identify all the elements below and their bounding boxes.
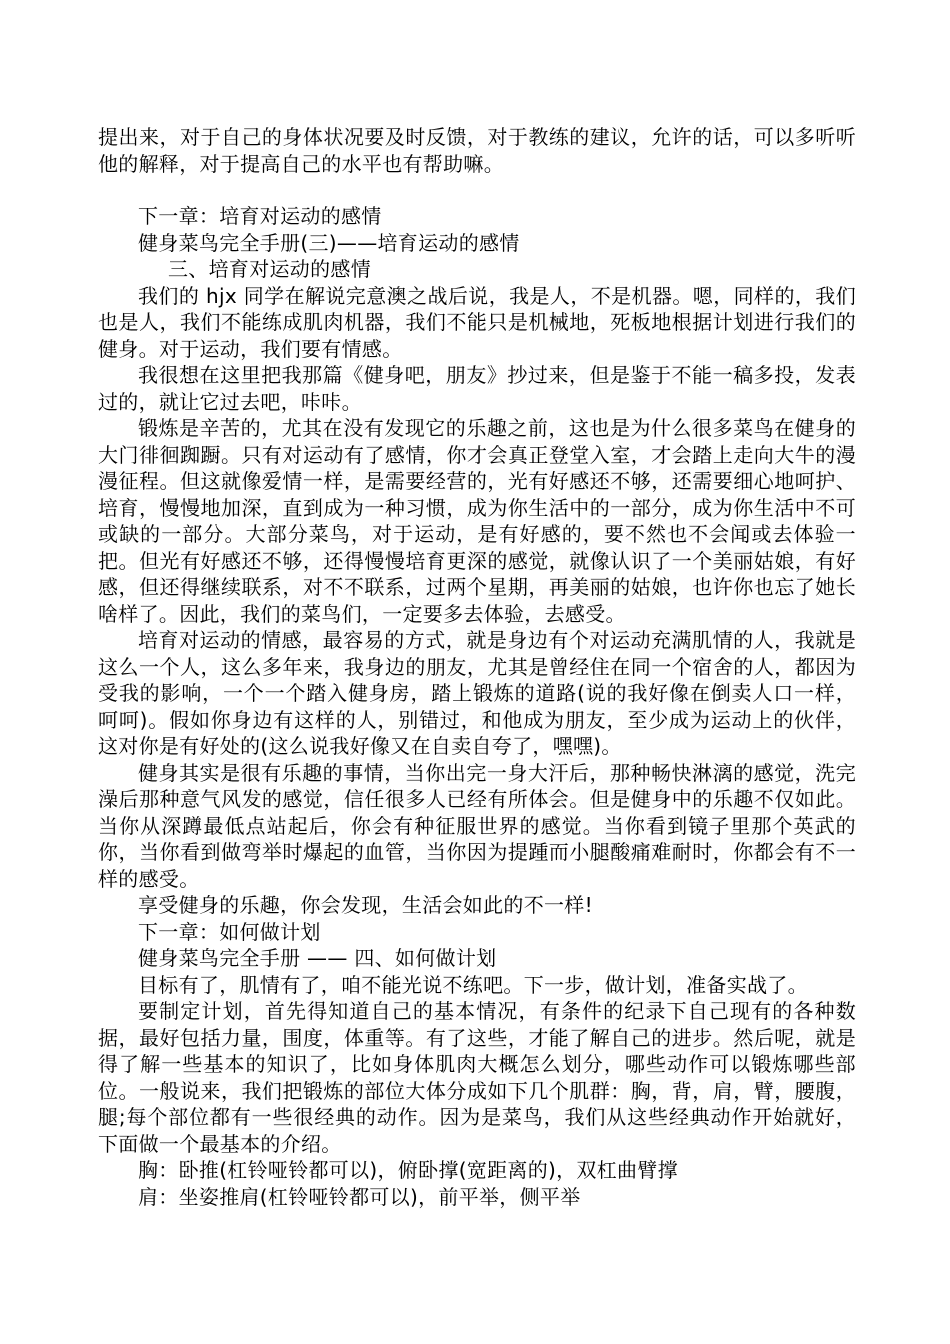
paragraph-body: 我很想在这里把我那篇《健身吧，朋友》抄过来，但是鉴于不能一稿多投，发表过的，就让它过去吧，咔咔。 bbox=[98, 363, 856, 414]
list-item-chest: 胸：卧推(杠铃哑铃都可以)，俯卧撑(宽距离的)，双杠曲臂撑 bbox=[138, 1158, 678, 1182]
paragraph-body: 目标有了，肌情有了，咱不能光说不练吧。下一步，做计划，准备实战了。 bbox=[138, 972, 808, 997]
next-chapter-heading: 下一章：培育对运动的感情 bbox=[138, 204, 382, 228]
list-item-shoulder: 肩：坐姿推肩(杠铃哑铃都可以)，前平举，侧平举 bbox=[138, 1184, 581, 1209]
chapter-title: 健身菜鸟完全手册 —— 四、如何做计划 bbox=[138, 946, 497, 970]
paragraph-gap bbox=[98, 177, 856, 203]
chapter-title: 健身菜鸟完全手册(三)——培育运动的感情 bbox=[138, 230, 520, 255]
paragraph-body: 要制定计划，首先得知道自己的基本情况，有条件的纪录下自己现有的各种数据，最好包括力量，围度，体重等。有了这些，才能了解自己的进步。然后呢，就是得了解一些基本的知识了，比如身体肌肉大概怎么划分，哪些动作可以锻炼哪些部位。一般说来，我们把锻炼的部位大体分成如下几个肌群：胸，背，肩，臂，腰腹，腿;每个部位都有一些很经典的动作。因为是菜鸟，我们从这些经典动作开始就好，下面做一个最基本的介绍。 bbox=[98, 999, 856, 1156]
paragraph-body: 健身其实是很有乐趣的事情，当你出完一身大汗后，那种畅快淋漓的感觉，洗完澡后那种意气风发的感觉，信任很多人已经有所体会。但是健身中的乐趣不仅如此。当你从深蹲最低点站起后，你会有种征服世界的感觉。当你看到镜子里那个英武的你，当你看到做弯举时爆起的血管，当你因为提踵而小腿酸痛难耐时，你都会有不一样的感受。 bbox=[98, 760, 856, 891]
paragraph-intro-continuation: 提出来，对于自己的身体状况要及时反馈，对于教练的建议，允许的话，可以多听听他的解释，对于提高自己的水平也有帮助嘛。 bbox=[98, 125, 856, 176]
paragraph-body: 培育对运动的情感，最容易的方式，就是身边有个对运动充满肌情的人，我就是这么一个人，这么多年来，我身边的朋友，尤其是曾经住在同一个宿舍的人，都因为受我的影响，一个一个踏入健身房，踏上锻炼的道路(说的我好像在倒卖人口一样，呵呵)。假如你身边有这样的人，别错过，和他成为朋友，至少成为运动上的伙伴，这对你是有好处的(这么说我好像又在自卖自夸了，嘿嘿)。 bbox=[98, 628, 856, 758]
next-chapter-heading: 下一章：如何做计划 bbox=[138, 919, 321, 944]
paragraph-body: 锻炼是辛苦的，尤其在没有发现它的乐趣之前，这也是为什么很多菜鸟在健身的大门徘徊踟蹰。只有对运动有了感情，你才会真正登堂入室，才会踏上走向大牛的漫漫征程。但这就像爱情一样，是需要经营的，光有好感还不够，还需要细心地呵护、培育，慢慢地加深，直到成为一种习惯，成为你生活中的一部分，成为你生活中不可或缺的一部分。大部分菜鸟，对于运动，是有好感的，要不然也不会闻或去体验一把。但光有好感还不够，还得慢慢培育更深的感觉，就像认识了一个美丽姑娘，有好感，但还得继续联系，对不不联系，过两个星期，再美丽的姑娘，也许你也忘了她长啥样了。因此，我们的菜鸟们，一定要多去体验，去感受。 bbox=[98, 416, 856, 626]
paragraph-body: 我们的 hjx 同学在解说完意澳之战后说，我是人，不是机器。嗯，同样的，我们也是人，我们不能练成肌肉机器，我们不能只是机械地，死板地根据计划进行我们的健身。对于运动，我们要有情感。 bbox=[98, 283, 856, 361]
paragraph-body: 享受健身的乐趣，你会发现，生活会如此的不一样! bbox=[138, 893, 593, 917]
document-body bbox=[98, 124, 856, 1210]
section-heading: 三、培育对运动的感情 bbox=[168, 257, 371, 281]
